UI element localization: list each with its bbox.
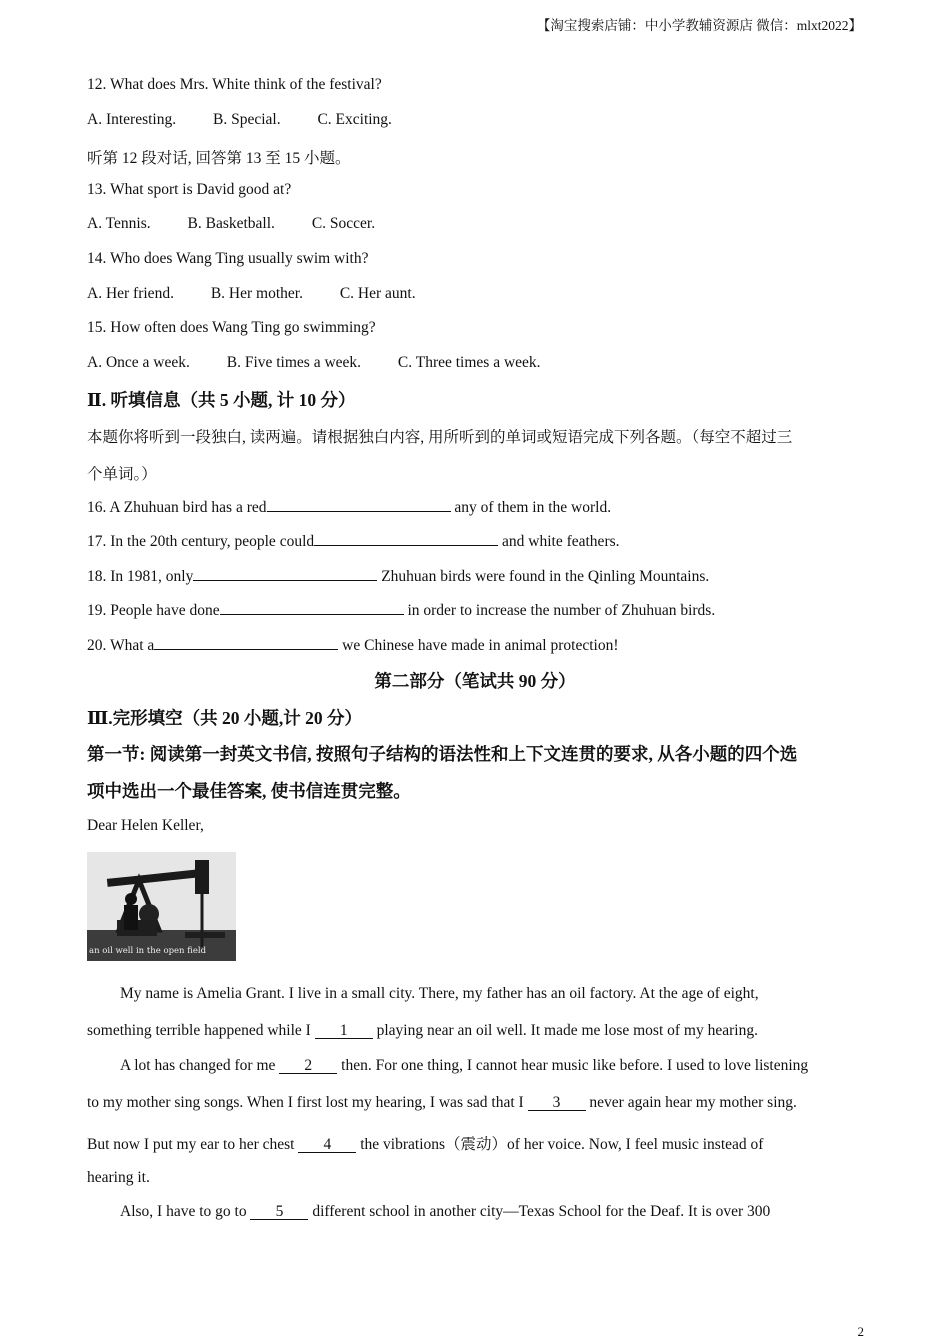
option-b: B. Special. <box>212 111 281 128</box>
answer-blank <box>314 531 498 546</box>
passage-text: playing near an oil well. It made me lose most of my hearing. <box>372 1022 758 1039</box>
option-a: A. Her friend. <box>87 285 174 302</box>
question-15-stem: 15. How often does Wang Ting go swimming? <box>87 319 376 336</box>
section-3-instruction-line2: 项中选出一个最佳答案, 使书信连贯完整。 <box>87 781 411 801</box>
fill-question-20 <box>87 635 619 655</box>
passage-text: different school in another city—Texas School for the Deaf. It is over 300 <box>308 1203 771 1220</box>
section-3-title: Ⅲ.完形填空（共 20 小题,计 20 分） <box>87 708 363 728</box>
passage-text: Also, I have to go to <box>120 1203 251 1220</box>
passage-text: the vibrations（震动）of her voice. Now, I feel music instead of <box>356 1136 764 1153</box>
passage-text: to my mother sing songs. When I first lost my hearing, I was sad that I <box>87 1094 528 1111</box>
answer-blank <box>220 600 404 615</box>
cloze-blank-2: 2 <box>279 1058 337 1074</box>
section-2-instruction-line1: 本题你将听到一段独白, 读两遍。请根据独白内容, 用所听到的单词或短语完成下列各题。（每空不超过三 <box>87 429 793 446</box>
question-13-stem: 13. What sport is David good at? <box>87 181 292 198</box>
fill-text-before: 17. In the 20th century, people could <box>87 533 315 550</box>
fill-text-before: 18. In 1981, only <box>87 568 194 585</box>
option-c: C. Three times a week. <box>397 354 541 371</box>
page-number: 2 <box>857 1324 864 1339</box>
question-14-options <box>87 285 416 303</box>
question-15-options <box>87 354 541 372</box>
fill-text-after: and white feathers. <box>498 533 620 550</box>
answer-blank <box>267 497 451 512</box>
section-3-instruction-line1: 第一节: 阅读第一封英文书信, 按照句子结构的语法性和上下文连贯的要求, 从各小题的四个选 <box>87 744 798 764</box>
option-b: B. Her mother. <box>210 285 303 302</box>
fill-text-before: 19. People have done <box>87 602 220 619</box>
fill-question-19 <box>87 600 715 620</box>
option-a: A. Once a week. <box>87 354 190 371</box>
question-14-stem: 14. Who does Wang Ting usually swim with? <box>87 250 369 267</box>
question-13-options <box>87 215 375 233</box>
dialog-instruction: 听第 12 段对话, 回答第 13 至 15 小题。 <box>87 150 351 167</box>
option-a: A. Interesting. <box>87 111 177 128</box>
fill-question-16 <box>87 497 611 517</box>
fill-text-after: we Chinese have made in animal protection! <box>338 637 619 654</box>
section-2-instruction-line2: 个单词。） <box>87 466 157 483</box>
question-12-stem: 12. What does Mrs. White think of the festival? <box>87 76 382 93</box>
answer-blank <box>154 635 338 650</box>
section-2-title: Ⅱ. 听填信息（共 5 小题, 计 10 分） <box>87 390 356 410</box>
passage-line-4 <box>87 1094 797 1112</box>
fill-question-18 <box>87 566 709 586</box>
cloze-blank-5: 5 <box>250 1204 308 1220</box>
passage-line-5 <box>87 1132 763 1154</box>
page-header: 【淘宝搜索店铺：中小学教辅资源店 微信：mlxt2022】 <box>536 18 862 33</box>
question-12-options <box>87 111 392 129</box>
passage-line-7 <box>120 1203 770 1221</box>
passage-line-1: My name is Amelia Grant. I live in a small city. There, my father has an oil factory. At the age of eight, <box>120 985 759 1002</box>
passage-line-2 <box>87 1022 758 1040</box>
passage-text: never again hear my mother sing. <box>585 1094 797 1111</box>
photo-caption: an oil well in the open field <box>89 946 207 956</box>
fill-question-17 <box>87 531 620 551</box>
passage-text: something terrible happened while I <box>87 1022 315 1039</box>
option-c: C. Her aunt. <box>339 285 416 302</box>
passage-line-6: hearing it. <box>87 1169 150 1186</box>
part-2-heading: 第二部分（笔试共 90 分） <box>374 671 576 691</box>
option-b: B. Five times a week. <box>226 354 362 371</box>
oil-well-photo <box>87 852 236 961</box>
fill-text-after: in order to increase the number of Zhuhuan birds. <box>403 602 716 619</box>
passage-text: A lot has changed for me <box>120 1057 280 1074</box>
option-b: B. Basketball. <box>187 215 275 232</box>
fill-text-after: any of them in the world. <box>450 499 612 516</box>
cloze-blank-1: 1 <box>315 1023 373 1039</box>
fill-text-before: 20. What a <box>87 637 155 654</box>
cloze-blank-3: 3 <box>528 1095 586 1111</box>
passage-text: But now I put my ear to her chest <box>87 1136 299 1153</box>
cloze-blank-4: 4 <box>298 1137 356 1153</box>
option-a: A. Tennis. <box>87 215 151 232</box>
fill-text-before: 16. A Zhuhuan bird has a red <box>87 499 267 516</box>
option-c: C. Soccer. <box>311 215 376 232</box>
passage-line-3 <box>120 1057 808 1075</box>
passage-text: then. For one thing, I cannot hear music like before. I used to love listening <box>337 1057 809 1074</box>
fill-text-after: Zhuhuan birds were found in the Qinling Mountains. <box>377 568 710 585</box>
option-c: C. Exciting. <box>317 111 392 128</box>
answer-blank <box>193 566 377 581</box>
letter-salutation: Dear Helen Keller, <box>87 817 204 834</box>
